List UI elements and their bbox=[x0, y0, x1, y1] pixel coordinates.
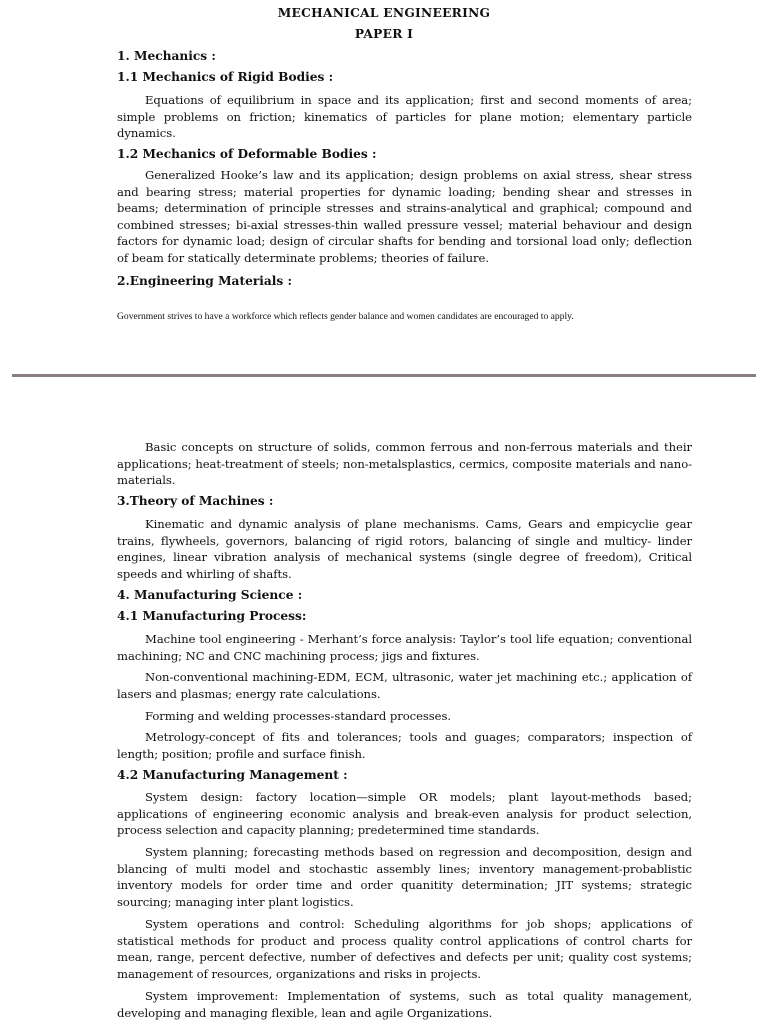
heading-manufacturing-science: 4. Manufacturing Science : bbox=[117, 588, 303, 602]
paragraph-deformable-bodies: Generalized Hooke’s law and its application; design problems on axial stress, shear stress and bearing stress; material properties for dynamic loading; bending shear and stresses in beams; determination of principle stresses and strains-analytical and graphical; compound and combined stresses; bi-axial stresses-thin walled pressure vessel; material behaviour and design factors for dynamic load; design of circular shafts for bending and torsional load only; deflection of beam for statically determinate problems; theories of failure. bbox=[117, 168, 692, 265]
footer-note: Government strives to have a workforce which reflects gender balance and women candidates are encouraged to apply. bbox=[117, 311, 574, 322]
page-divider bbox=[12, 374, 756, 377]
paragraph-rigid-bodies: Equations of equilibrium in space and its application; first and second moments of area; simple problems on friction; kinematics of particles for plane motion; elementary particle dynamics. bbox=[117, 93, 692, 140]
heading-engineering-materials: 2.Engineering Materials : bbox=[117, 274, 293, 288]
heading-deformable-bodies: 1.2 Mechanics of Deformable Bodies : bbox=[117, 147, 377, 161]
paragraph-theory-of-machines: Kinematic and dynamic analysis of plane mechanisms. Cams, Gears and empicyclie gear trains, flywheels, governors, balancing of rigid rotors, balancing of single and multicy- linder engines, linear vibration analysis of mechanical systems (single degree of freedom), Critical speeds and whirling of shafts. bbox=[117, 517, 692, 581]
heading-rigid-bodies: 1.1 Mechanics of Rigid Bodies : bbox=[117, 70, 334, 84]
paragraph-system-improvement: System improvement: Implementation of systems, such as total quality management, developing and managing flexible, lean and agile Organizations. bbox=[117, 989, 692, 1020]
page-2 bbox=[0, 378, 768, 1024]
paragraph-materials: Basic concepts on structure of solids, common ferrous and non-ferrous materials and their applications; heat-treatment of steels; non-metalsplastics, cermics, composite materials and nano-materials. bbox=[117, 440, 692, 487]
paragraph-metrology: Metrology-concept of fits and tolerances; tools and guages; comparators; inspection of length; position; profile and surface finish. bbox=[117, 730, 692, 761]
paragraph-machine-tool: Machine tool engineering - Merhant’s force analysis: Taylor’s tool life equation; conventional machining; NC and CNC machining process; jigs and fixtures. bbox=[117, 632, 692, 663]
heading-manufacturing-management: 4.2 Manufacturing Management : bbox=[117, 768, 348, 782]
heading-mechanics: 1. Mechanics : bbox=[117, 49, 216, 63]
document-title: MECHANICAL ENGINEERING bbox=[277, 6, 491, 20]
heading-manufacturing-process: 4.1 Manufacturing Process: bbox=[117, 609, 307, 623]
page-1 bbox=[0, 0, 768, 374]
paragraph-non-conventional: Non-conventional machining-EDM, ECM, ultrasonic, water jet machining etc.; application of lasers and plasmas; energy rate calculations. bbox=[117, 670, 692, 701]
paragraph-forming-welding: Forming and welding processes-standard processes. bbox=[145, 709, 452, 723]
paragraph-system-operations: System operations and control: Scheduling algorithms for job shops; applications of statistical methods for product and process quality control applications of control charts for mean, range, percent defective, number of defectives and defects per unit; quality cost systems; management of resources, organizations and risks in projects. bbox=[117, 917, 692, 981]
paragraph-system-planning: System planning; forecasting methods based on regression and decomposition, design and blancing of multi model and stochastic assembly lines; inventory management-probablistic inventory models for order time and order quanitity determination; JIT systems; strategic sourcing; managing inter plant logistics. bbox=[117, 845, 692, 909]
paper-label: PAPER I bbox=[354, 27, 414, 41]
heading-theory-of-machines: 3.Theory of Machines : bbox=[117, 494, 274, 508]
paragraph-system-design: System design: factory location—simple OR models; plant layout-methods based; applications of engineering economic analysis and break-even analysis for product selection, process selection and capacity planning; predetermined time standards. bbox=[117, 790, 692, 837]
